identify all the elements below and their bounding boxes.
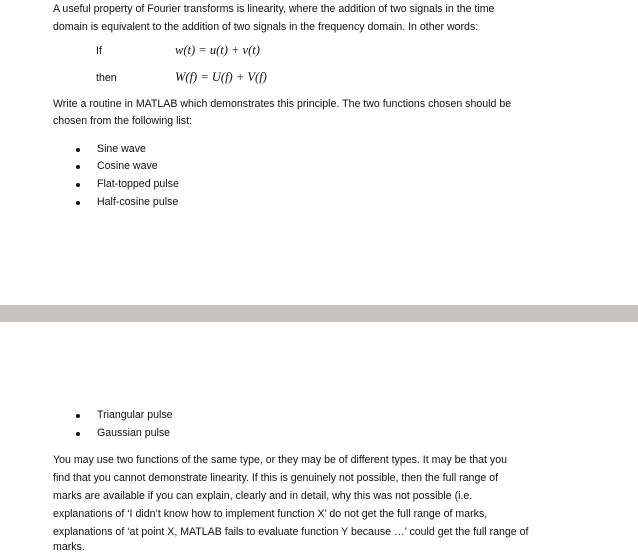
closing-line: explanations of ‘I didn’t know how to implement function X’ do not get the full range of marks, [53,508,488,520]
bullet-icon [76,432,80,436]
intro-line: A useful property of Fourier transforms is linearity, where the addition of two signals in the time [53,3,495,15]
bullet-icon [76,183,80,187]
page-break-divider [0,305,638,322]
closing-line: marks. [53,541,85,553]
equation-label-then: then [96,72,117,84]
intro-line: domain is equivalent to the addition of two signals in the frequency domain. In other words: [53,21,479,33]
closing-line: find that you cannot demonstrate linearity. If this is genuinely not possible, then the full range of [53,472,499,484]
bullet-icon [76,165,80,169]
closing-line: You may use two functions of the same type, or they may be of different types. It may be that you [53,454,508,466]
closing-line: marks are available if you can explain, clearly and in detail, why this was not possible (i.e. [53,490,473,502]
bullet-icon [76,201,80,205]
task-line: Write a routine in MATLAB which demonstrates this principle. The two functions chosen should be [53,98,512,110]
bullet-icon [76,414,80,418]
closing-line: explanations of ‘at point X, MATLAB fails to evaluate function Y because …’ could get the full range of [53,526,529,538]
equation-time-domain: w(t) = u(t) + v(t) [175,43,260,57]
equation-label-if: If [96,45,102,57]
equation-frequency-domain: W(f) = U(f) + V(f) [175,70,267,84]
bullet-icon [76,148,80,152]
task-line: chosen from the following list: [53,115,192,127]
